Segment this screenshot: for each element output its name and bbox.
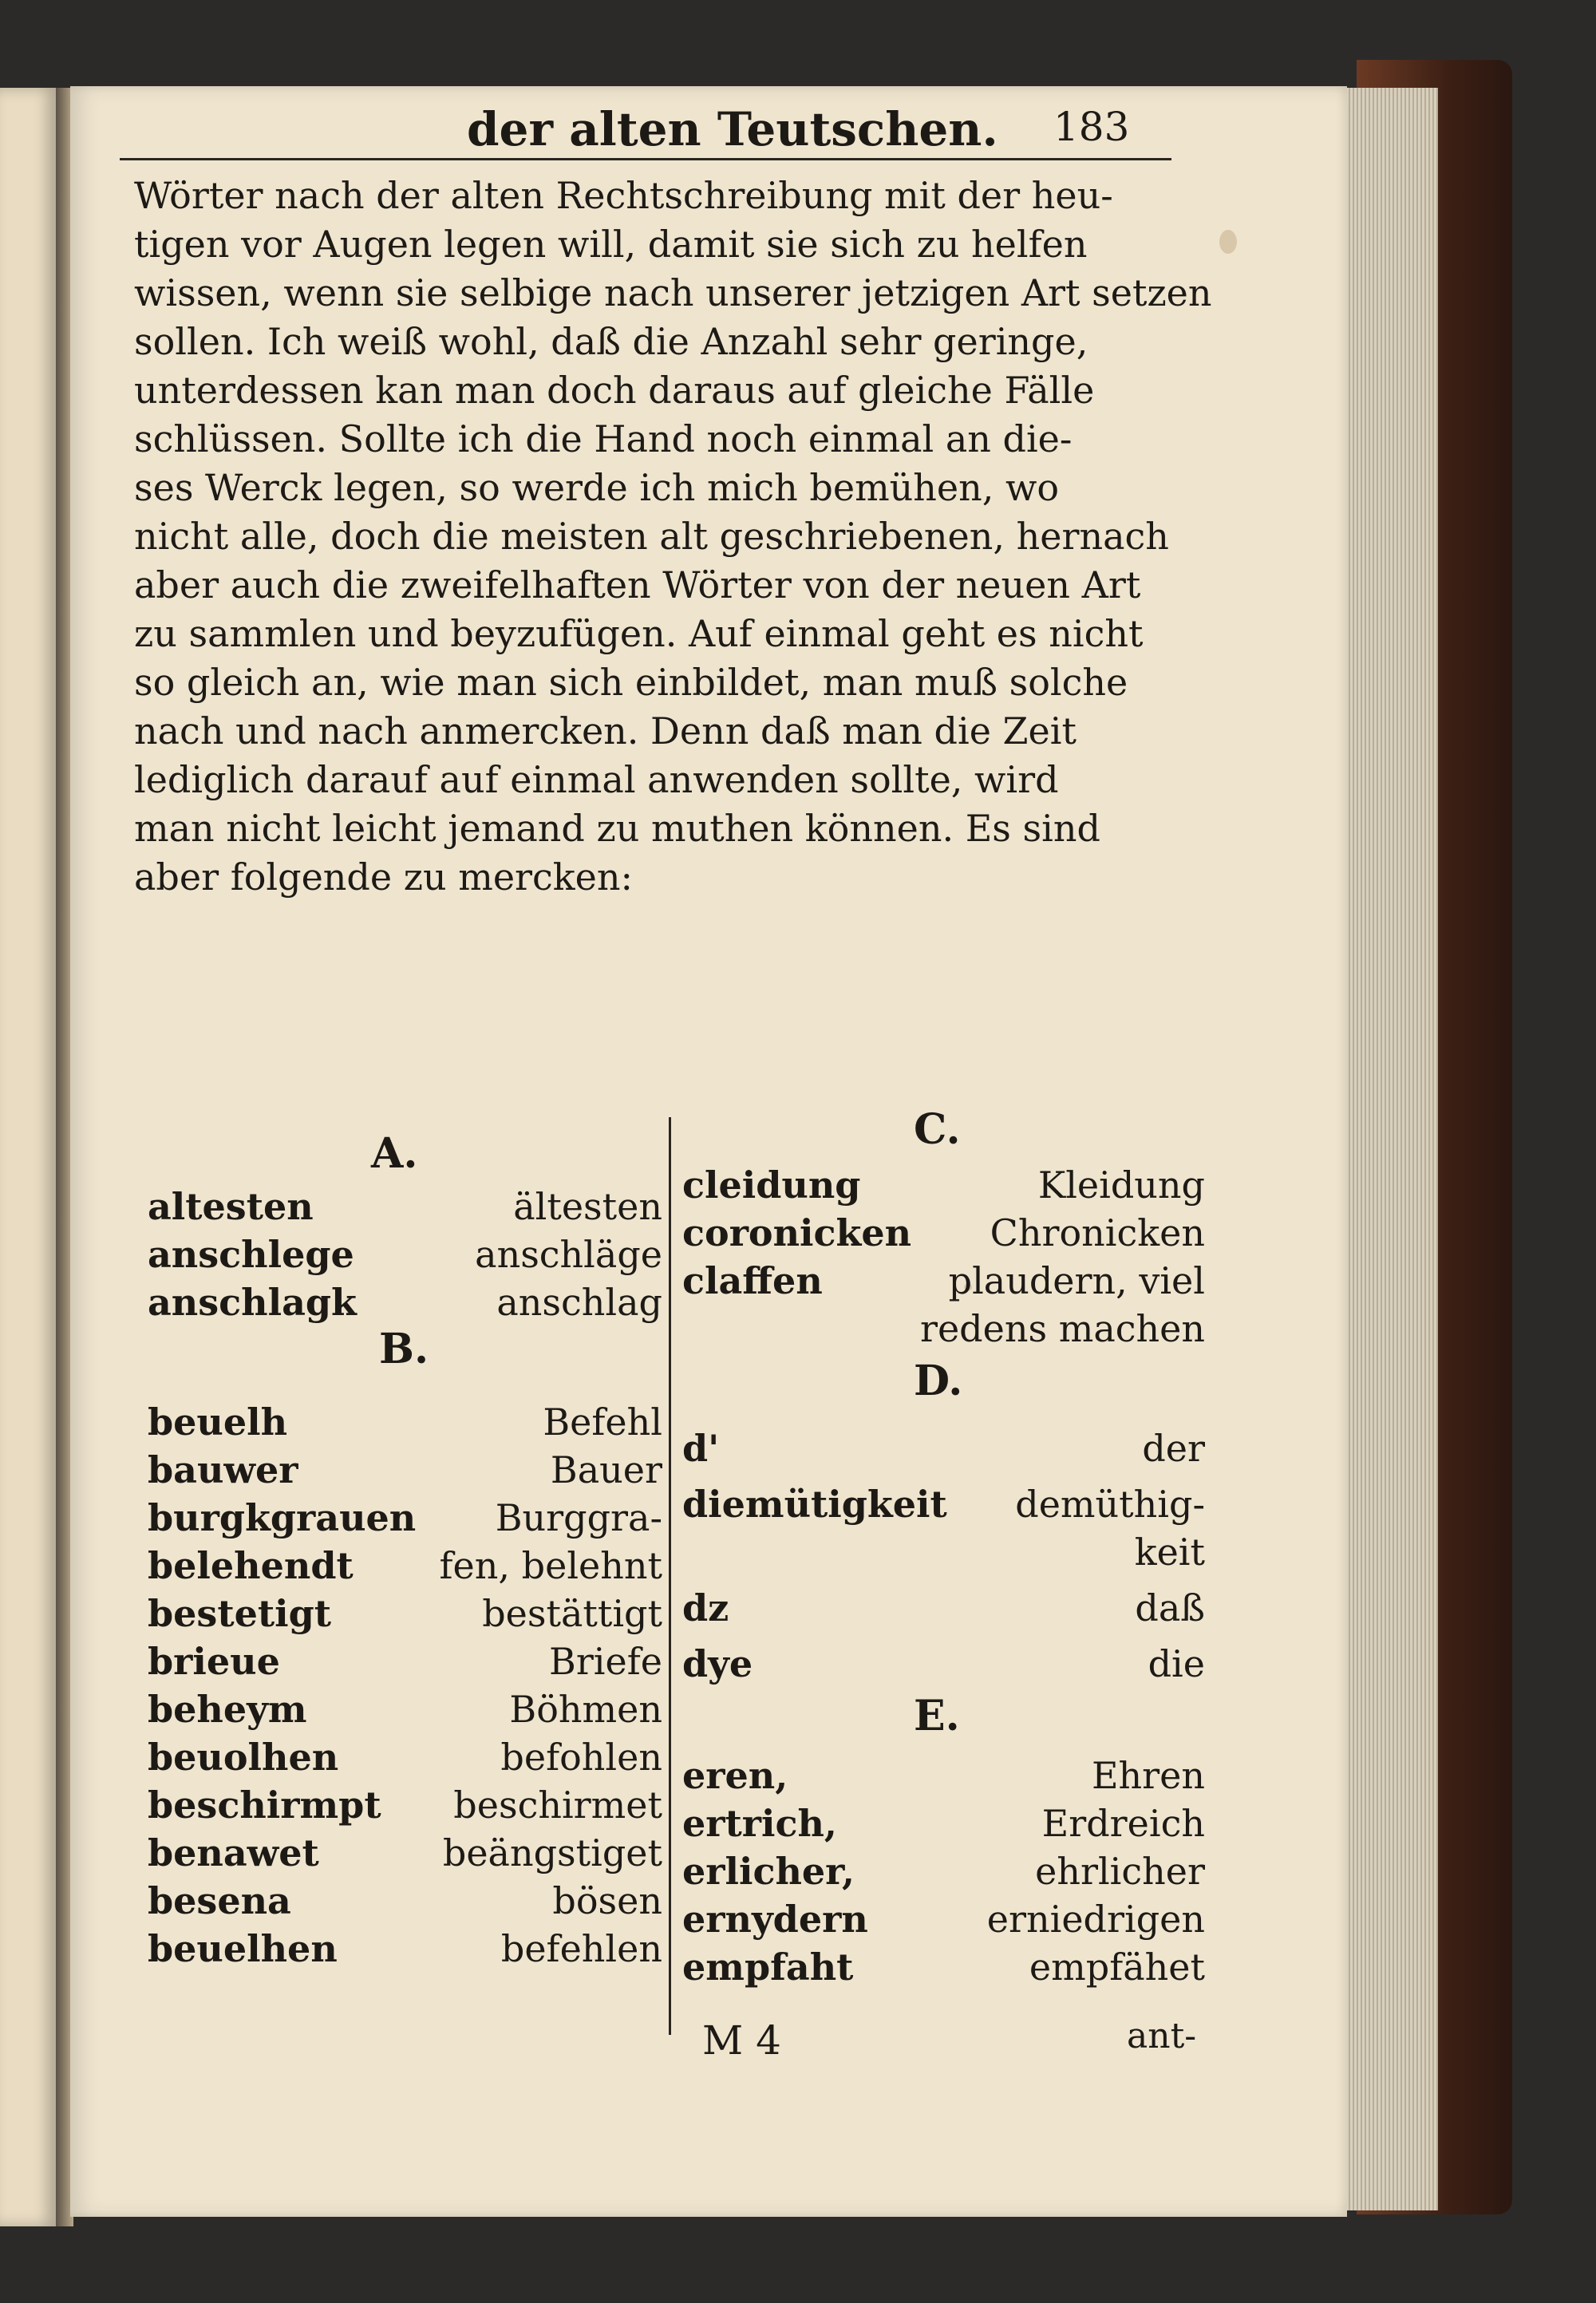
- modern-spelling: empfähet: [1029, 1946, 1205, 1989]
- modern-spelling: ältesten: [513, 1185, 662, 1228]
- word-entry: [682, 1799, 1205, 1847]
- old-spelling: claffen: [682, 1259, 823, 1302]
- running-head: der alten Teutschen.: [467, 102, 998, 156]
- section-letter-c: C.: [914, 1105, 961, 1154]
- old-spelling: anschlagk: [148, 1281, 357, 1324]
- modern-spelling: anschläge: [475, 1233, 662, 1276]
- old-spelling: bauwer: [148, 1448, 298, 1491]
- word-entry: [682, 1424, 1205, 1472]
- text-line: lediglich darauf auf einmal anwenden sollte, wird: [134, 758, 1059, 801]
- old-spelling: beheym: [148, 1688, 307, 1731]
- old-spelling: beuelhen: [148, 1927, 338, 1970]
- modern-spelling: demüthig-: [1015, 1483, 1205, 1526]
- modern-spelling: der: [1142, 1427, 1205, 1470]
- word-entry: [682, 1752, 1205, 1799]
- facing-left-page: [0, 88, 58, 2226]
- word-entry: [148, 1877, 662, 1925]
- modern-spelling: Befehl: [543, 1400, 662, 1444]
- word-entry: [682, 1305, 1205, 1353]
- modern-spelling: anschlag: [496, 1281, 662, 1324]
- old-spelling: dz: [682, 1586, 729, 1629]
- word-entry: [148, 1829, 662, 1877]
- word-entry: [682, 1895, 1205, 1943]
- modern-spelling: redens machen: [919, 1307, 1205, 1350]
- modern-spelling: Briefe: [549, 1640, 662, 1683]
- word-entry: [148, 1494, 662, 1542]
- modern-spelling: Ehren: [1091, 1754, 1205, 1797]
- column-divider: [669, 1117, 671, 2035]
- text-line: unterdessen kan man doch daraus auf gleiche Fälle: [134, 369, 1095, 412]
- old-spelling: empfaht: [682, 1946, 854, 1989]
- modern-spelling: Kleidung: [1037, 1163, 1205, 1207]
- text-line: sollen. Ich weiß wohl, daß die Anzahl sehr geringe,: [134, 320, 1088, 363]
- modern-spelling: Böhmen: [509, 1688, 662, 1731]
- text-line: man nicht leicht jemand zu muthen können. Es sind: [134, 807, 1100, 850]
- old-spelling: d': [682, 1427, 720, 1470]
- word-entry: [148, 1231, 662, 1278]
- word-entry: [148, 1446, 662, 1494]
- word-entry: [682, 1640, 1205, 1688]
- old-spelling: burgkgrauen: [148, 1496, 417, 1539]
- modern-spelling: fen, belehnt: [439, 1544, 662, 1587]
- word-entry: [148, 1278, 662, 1326]
- word-entry: [682, 1480, 1205, 1528]
- foxing-spot: [1219, 230, 1237, 254]
- word-entry: [148, 1183, 662, 1231]
- word-entry: [682, 1209, 1205, 1257]
- modern-spelling: Chronicken: [990, 1211, 1205, 1254]
- word-entry: [148, 1398, 662, 1446]
- section-letter-a: A.: [371, 1129, 418, 1178]
- modern-spelling: Burggra-: [495, 1496, 662, 1539]
- word-entry: [148, 1590, 662, 1637]
- old-spelling: ertrich,: [682, 1802, 837, 1845]
- modern-spelling: erniedrigen: [986, 1898, 1205, 1941]
- modern-spelling: die: [1148, 1642, 1205, 1685]
- old-spelling: beschirmpt: [148, 1784, 381, 1827]
- old-spelling: brieue: [148, 1640, 280, 1683]
- modern-spelling: Bauer: [550, 1448, 662, 1491]
- word-entry: [682, 1584, 1205, 1632]
- modern-spelling: befohlen: [500, 1736, 662, 1779]
- word-entry: [148, 1542, 662, 1590]
- modern-spelling: Erdreich: [1041, 1802, 1205, 1845]
- word-entry: [682, 1161, 1205, 1209]
- old-spelling: anschlege: [148, 1233, 354, 1276]
- text-line: aber folgende zu mercken:: [134, 855, 634, 899]
- header-rule: [120, 158, 1171, 160]
- text-line: tigen vor Augen legen will, damit sie sich zu helfen: [134, 223, 1088, 266]
- body-paragraph: [134, 172, 1212, 902]
- old-spelling: diemütigkeit: [682, 1483, 947, 1526]
- old-spelling: dye: [682, 1642, 753, 1685]
- old-spelling: eren,: [682, 1754, 788, 1797]
- section-letter-d: D.: [914, 1357, 963, 1405]
- modern-spelling: daß: [1135, 1586, 1205, 1629]
- section-letter-b: B.: [379, 1325, 429, 1373]
- old-spelling: benawet: [148, 1831, 319, 1874]
- word-entry: [148, 1685, 662, 1733]
- text-line: zu sammlen und beyzufügen. Auf einmal geht es nicht: [134, 612, 1144, 655]
- old-spelling: beuolhen: [148, 1736, 339, 1779]
- old-spelling: coronicken: [682, 1211, 912, 1254]
- old-spelling: cleidung: [682, 1163, 861, 1207]
- word-entry: [682, 1257, 1205, 1305]
- modern-spelling: befehlen: [500, 1927, 662, 1970]
- word-entry: [148, 1781, 662, 1829]
- word-entry: [682, 1847, 1205, 1895]
- page-block-edges: [1342, 88, 1438, 2210]
- modern-spelling: keit: [1134, 1531, 1205, 1574]
- old-spelling: bestetigt: [148, 1592, 331, 1635]
- modern-spelling: plaudern, viel: [948, 1259, 1205, 1302]
- text-line: wissen, wenn sie selbige nach unserer jetzigen Art setzen: [134, 271, 1212, 314]
- word-entry: [148, 1637, 662, 1685]
- text-line: nicht alle, doch die meisten alt geschriebenen, hernach: [134, 515, 1169, 558]
- text-line: so gleich an, wie man sich einbildet, man muß solche: [134, 661, 1128, 704]
- modern-spelling: bösen: [552, 1879, 662, 1922]
- old-spelling: beuelh: [148, 1400, 288, 1444]
- old-spelling: erlicher,: [682, 1850, 855, 1893]
- modern-spelling: bestättigt: [482, 1592, 662, 1635]
- old-spelling: besena: [148, 1879, 291, 1922]
- word-entry: [682, 1528, 1205, 1576]
- old-spelling: altesten: [148, 1185, 314, 1228]
- text-line: nach und nach anmercken. Denn daß man die Zeit: [134, 709, 1077, 753]
- text-line: aber auch die zweifelhaften Wörter von der neuen Art: [134, 563, 1141, 606]
- word-entry: [148, 1925, 662, 1973]
- old-spelling: belehendt: [148, 1544, 354, 1587]
- text-line: Wörter nach der alten Rechtschreibung mit der heu-: [134, 174, 1113, 217]
- signature-mark: M 4: [702, 2017, 781, 2064]
- page-number: 183: [1053, 104, 1130, 150]
- modern-spelling: ehrlicher: [1035, 1850, 1205, 1893]
- catchword: ant-: [1127, 2016, 1197, 2056]
- section-letter-e: E.: [914, 1692, 960, 1740]
- modern-spelling: beschirmet: [453, 1784, 662, 1827]
- text-line: ses Werck legen, so werde ich mich bemühen, wo: [134, 466, 1060, 509]
- old-spelling: ernydern: [682, 1898, 868, 1941]
- modern-spelling: beängstiget: [442, 1831, 662, 1874]
- text-line: schlüssen. Sollte ich die Hand noch einmal an die-: [134, 417, 1073, 460]
- word-entry: [682, 1943, 1205, 1991]
- word-entry: [148, 1733, 662, 1781]
